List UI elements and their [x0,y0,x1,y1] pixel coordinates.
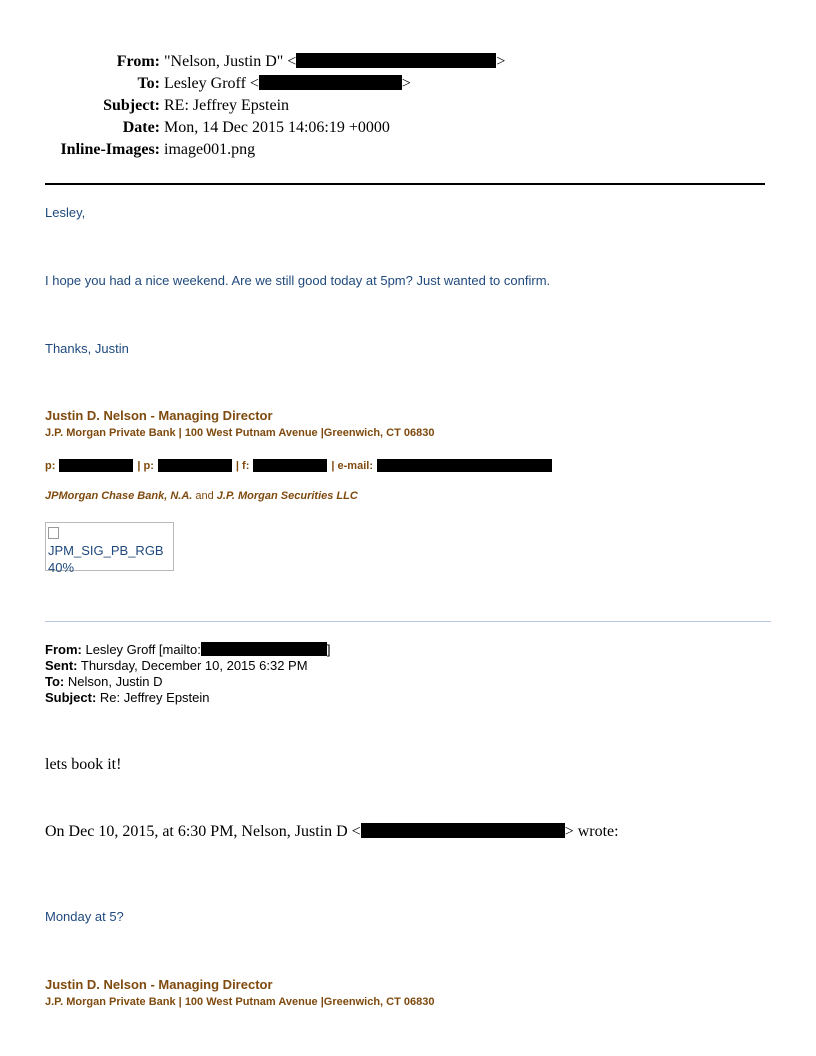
inline-images-value: image001.png [164,141,256,158]
greeting: Lesley, [45,205,86,220]
redaction-bar [59,459,133,472]
to-value [164,75,411,93]
from-value [164,53,505,71]
redaction-bar [377,459,552,472]
image-alt-text [46,523,173,576]
quoted-header [45,642,330,706]
redaction-bar [296,53,496,68]
quoted-from-value: Lesley Groff [mailto: [85,642,201,657]
inner-signature-name-title: Justin D. Nelson - Managing Director [45,977,273,992]
legal-entity-bank: JPMorgan Chase Bank, N.A. [45,490,193,502]
redaction-bar [259,75,402,90]
quoted-sent-value: Thursday, December 10, 2015 6:32 PM [80,658,308,673]
legal-entity-securities: J.P. Morgan Securities LLC [216,490,358,502]
from-label: From: [116,53,160,70]
legal-and: and [192,490,217,502]
from-close: > [496,53,506,70]
email-label: | e-mail: [331,459,373,472]
fax-label: | f: [235,459,250,472]
quoted-from-label: From: [45,642,82,657]
from-name: "Nelson, Justin D" < [164,53,297,70]
redaction-bar [158,459,232,472]
quoted-subject-row [45,690,330,706]
redaction-bar [361,823,565,838]
quoted-to-label: To: [45,674,65,689]
subject-row [0,97,816,119]
broken-image-icon [48,527,59,539]
to-close: > [401,75,411,92]
header-divider [45,183,765,185]
to-label: To: [137,75,160,92]
quoted-sent-label: Sent: [45,658,78,673]
signoff: Thanks, Justin [45,341,129,356]
legal-entities [45,490,358,502]
attribution-prefix: On Dec 10, 2015, at 6:30 PM, Nelson, Justin D < [45,823,361,840]
redaction-bar [253,459,327,472]
date-label: Date: [122,119,160,136]
to-name: Lesley Groff < [164,75,259,92]
inner-signature-address: J.P. Morgan Private Bank | 100 West Putnam Avenue |Greenwich, CT 06830 [45,996,435,1008]
quote-divider [45,621,771,622]
quoted-to-value: Nelson, Justin D [67,674,163,689]
signature-name-title: Justin D. Nelson - Managing Director [45,408,273,423]
quoted-subject-label: Subject: [45,690,97,705]
inner-message: Monday at 5? [45,909,124,924]
attribution-suffix: > wrote: [564,823,619,840]
quoted-subject-value: Re: Jeffrey Epstein [99,690,210,705]
image-alt-label: JPM_SIG_PB_RGB 40% [48,543,164,575]
phone-label: p: [45,459,56,472]
email-header [0,53,816,163]
quoted-reply: lets book it! [45,756,122,773]
signature-contact-line [45,459,552,472]
inline-images-row [0,141,816,163]
date-row [0,119,816,141]
signature-address: J.P. Morgan Private Bank | 100 West Putnam Avenue |Greenwich, CT 06830 [45,427,435,439]
subject-label: Subject: [103,97,160,114]
redaction-bar [201,642,327,656]
signature-image-placeholder [45,522,174,575]
quoted-to-row [45,674,330,690]
inline-images-label: Inline-Images: [60,141,160,158]
from-row [0,53,816,75]
to-row [0,75,816,97]
quoted-attribution [45,823,619,841]
subject-value: RE: Jeffrey Epstein [164,97,290,114]
phone2-label: | p: [137,459,154,472]
quoted-from-close: ] [326,642,331,657]
date-value: Mon, 14 Dec 2015 14:06:19 +0000 [164,119,390,136]
message-text: I hope you had a nice weekend. Are we still good today at 5pm? Just wanted to confirm. [45,273,551,288]
quoted-sent-row [45,658,330,674]
quoted-from-row [45,642,330,658]
